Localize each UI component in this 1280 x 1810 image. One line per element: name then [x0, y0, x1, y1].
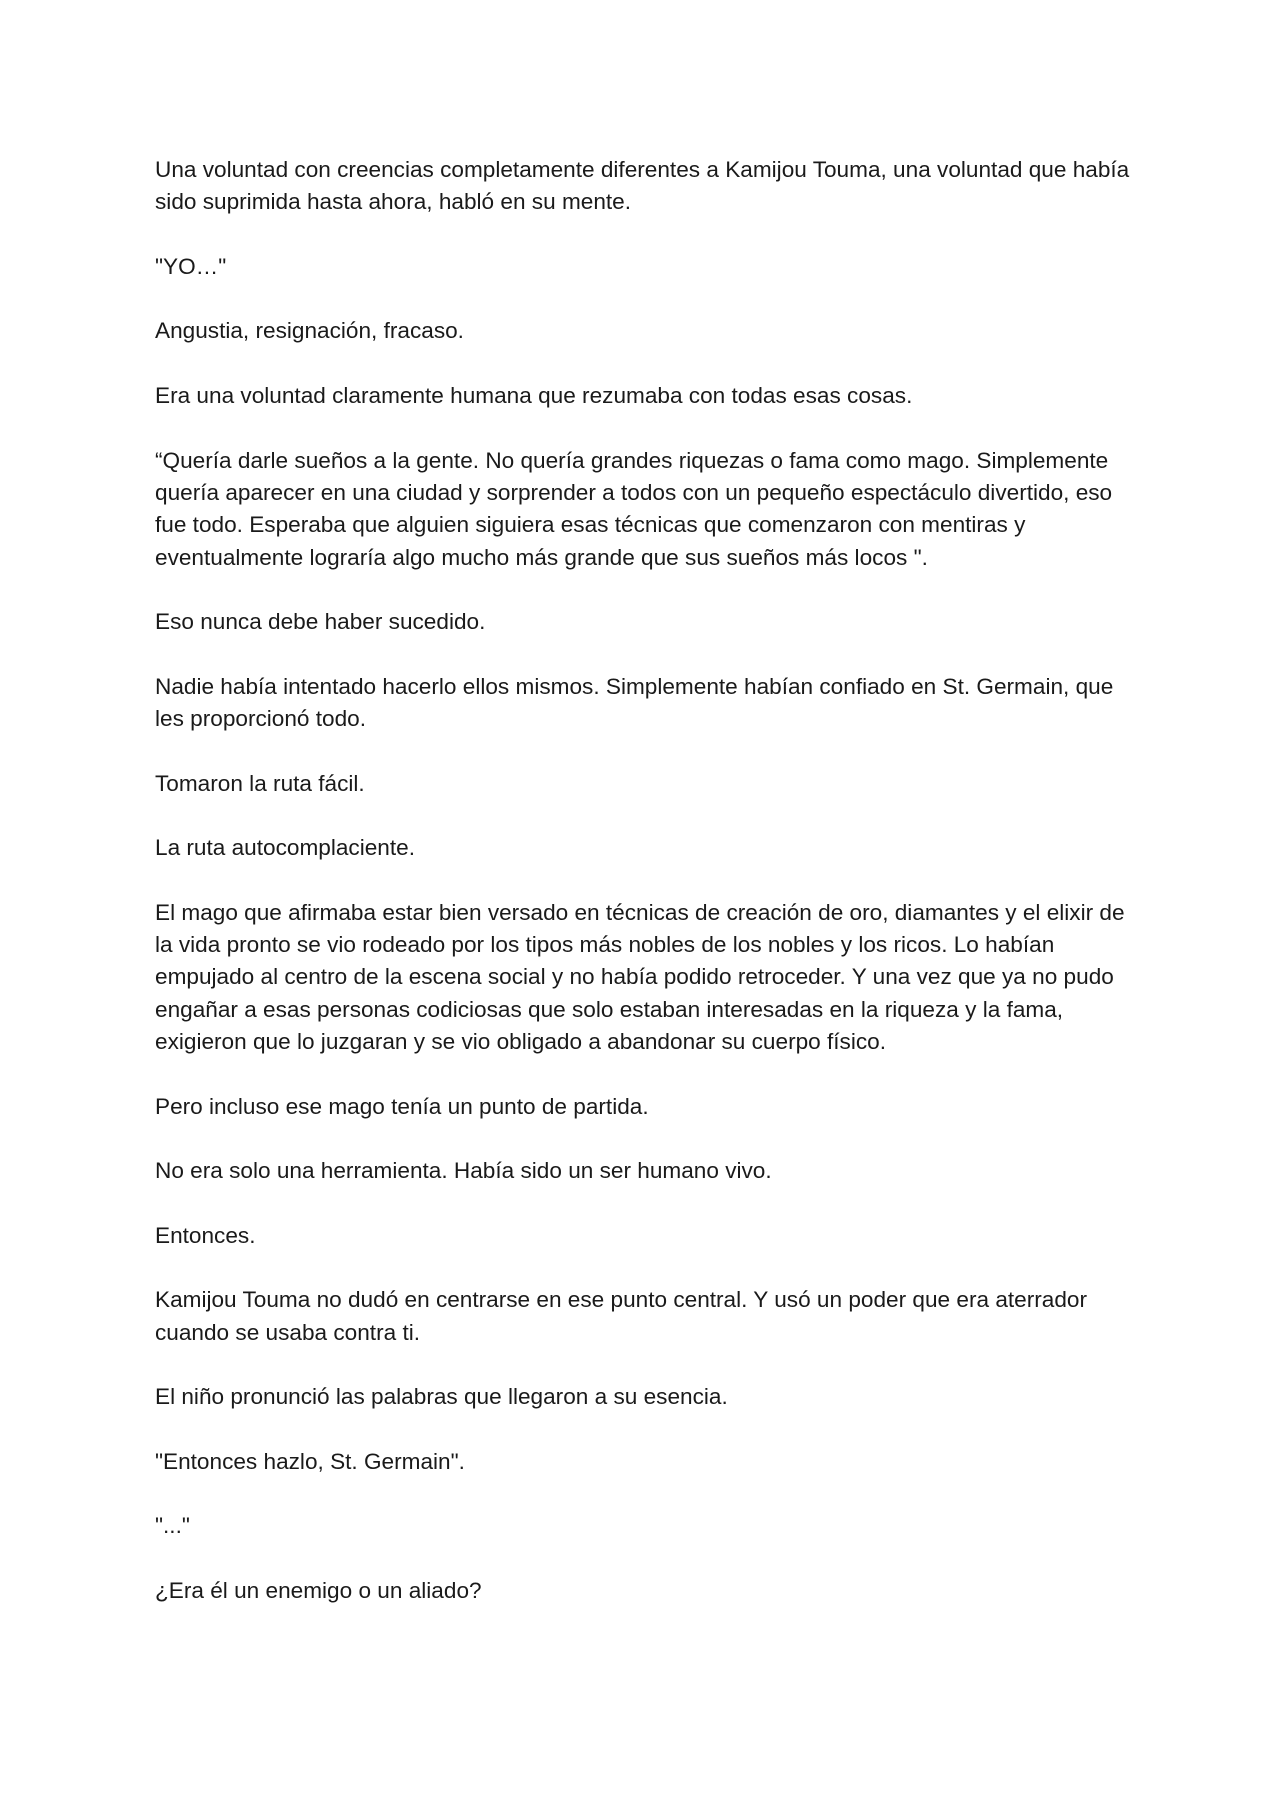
paragraph: Eso nunca debe haber sucedido.: [155, 609, 486, 635]
paragraph: ¿Era él un enemigo o un aliado?: [155, 1578, 482, 1604]
paragraph: Nadie había intentado hacerlo ellos mismos. Simplemente habían confiado en St. Germain, que les proporcionó todo.: [155, 673, 1114, 732]
paragraph: El niño pronunció las palabras que llegaron a su esencia.: [155, 1384, 728, 1410]
paragraph: La ruta autocomplaciente.: [155, 835, 415, 861]
paragraph: Angustia, resignación, fracaso.: [155, 318, 464, 344]
paragraph: No era solo una herramienta. Había sido un ser humano vivo.: [155, 1158, 772, 1184]
paragraph: Tomaron la ruta fácil.: [155, 770, 365, 796]
paragraph: Era una voluntad claramente humana que rezumaba con todas esas cosas.: [155, 383, 913, 409]
document-page: [155, 154, 1130, 1640]
paragraph: Pero incluso ese mago tenía un punto de partida.: [155, 1093, 649, 1119]
paragraph: "...": [155, 1513, 190, 1539]
paragraph: "YO…": [155, 253, 227, 279]
paragraph: Una voluntad con creencias completamente diferentes a Kamijou Touma, una voluntad que había sido suprimida hasta ahora, habló en su mente.: [155, 157, 1130, 215]
paragraph: Kamijou Touma no dudó en centrarse en ese punto central. Y usó un poder que era aterrador cuando se usaba contra ti.: [155, 1287, 1087, 1345]
paragraph: El mago que afirmaba estar bien versado en técnicas de creación de oro, diamantes y el elixir de la vida pronto se vio rodeado por los tipos más nobles de los nobles y los ricos. Lo habían empujado al centro de la escena social y no había podido retroceder. Y una vez que ya no pudo engañar a esas personas codiciosas que solo estaban interesadas en la riqueza y la fama, exigieron que lo juzgaran y se vio obligado a abandonar su cuerpo físico.: [155, 899, 1125, 1055]
paragraph: Entonces.: [155, 1222, 256, 1248]
paragraph: "Entonces hazlo, St. Germain".: [155, 1448, 465, 1474]
paragraph: “Quería darle sueños a la gente. No quería grandes riquezas o fama como mago. Simplemente quería aparecer en una ciudad y sorprender a todos con un pequeño espectáculo divertido, eso fue todo. Esperaba que alguien siguiera esas técnicas que comenzaron con mentiras y eventualmente lograría algo mucho más grande que sus sueños más locos ".: [155, 447, 1113, 570]
